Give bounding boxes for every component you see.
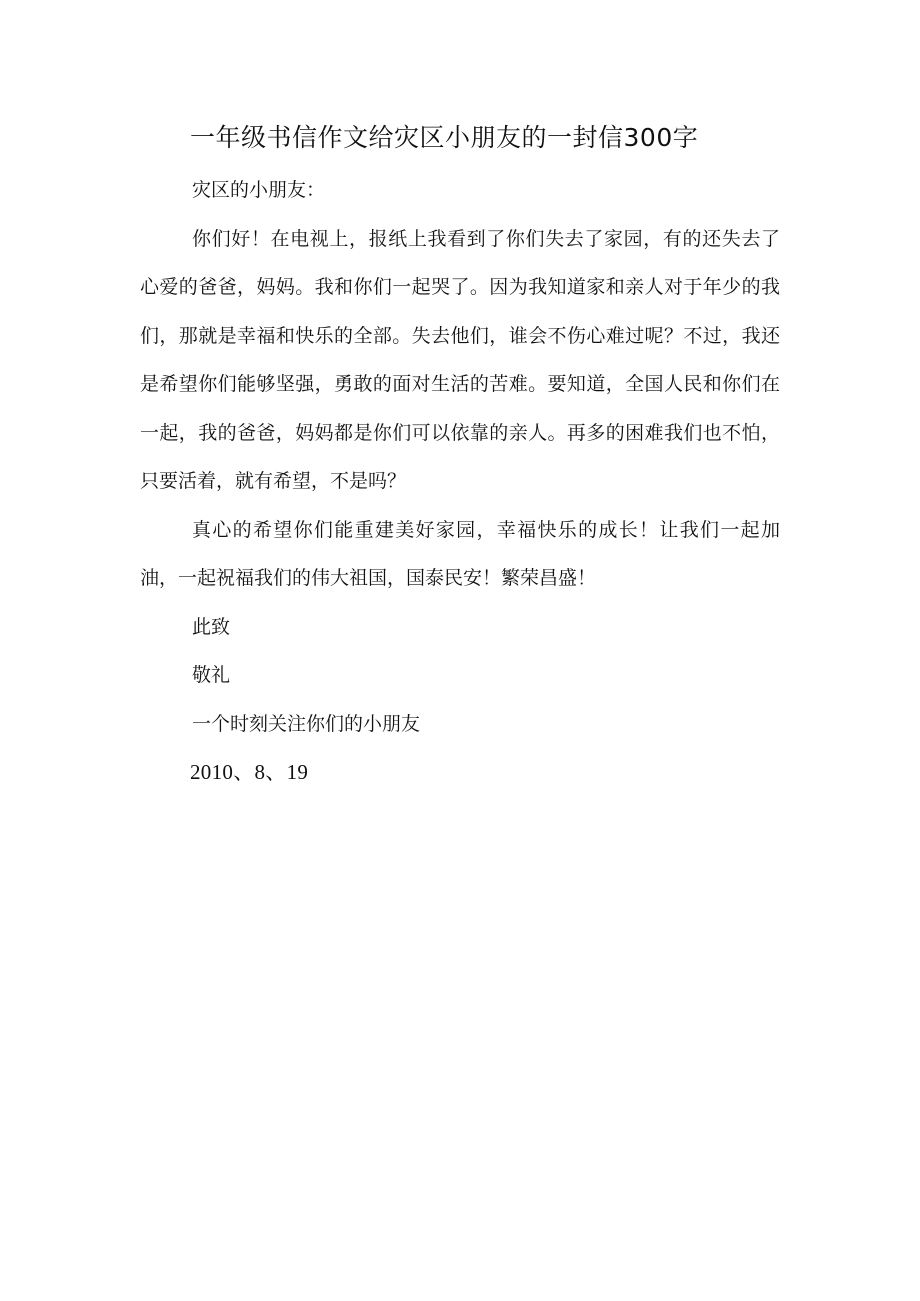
document-title: 一年级书信作文给灾区小朋友的一封信300字 (190, 123, 699, 152)
letter-body (140, 166, 780, 797)
paragraph-1: 你们好！在电视上，报纸上我看到了你们失去了家园，有的还失去了心爱的爸爸，妈妈。我和你们一起哭了。因为我知道家和亲人对于年少的我们，那就是幸福和快乐的全部。失去他们，谁会不伤心难过呢？不过，我还是希望你们能够坚强，勇敢的面对生活的苦难。要知道，全国人民和你们在一起，我的爸爸，妈妈都是你们可以依靠的亲人。再多的困难我们也不怕，只要活着，就有希望，不是吗？ (140, 227, 780, 492)
letter-date: 2010、8、19 (190, 760, 309, 784)
paragraph-2: 真心的希望你们能重建美好家园，幸福快乐的成长！让我们一起加油，一起祝福我们的伟大祖国，国泰民安！繁荣昌盛！ (140, 518, 780, 589)
salutation: 灾区的小朋友： (192, 179, 326, 201)
closing-line-1: 此致 (192, 615, 231, 638)
closing-line-2: 敬礼 (192, 664, 231, 686)
signature: 一个时刻关注你们的小朋友 (192, 712, 421, 735)
